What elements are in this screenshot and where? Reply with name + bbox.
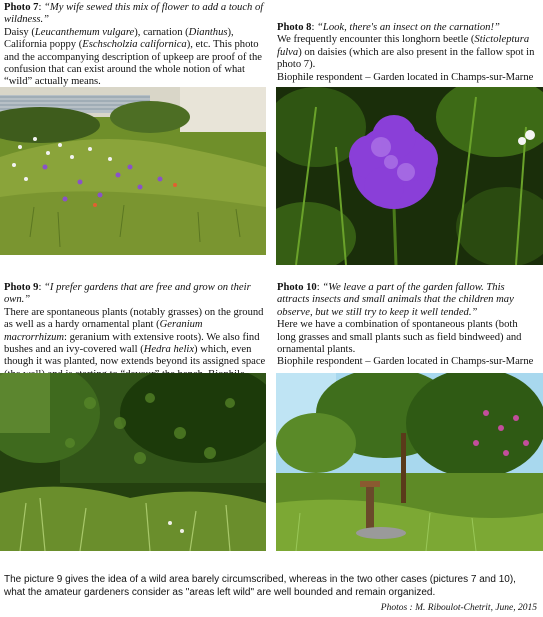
photo10-fallow-garden-image bbox=[276, 373, 543, 551]
photo8-carnation-image bbox=[276, 87, 543, 265]
photo7-description: Daisy (Leucanthemum vulgare), carnation (Dianthus), California poppy (Eschscholzia californica), etc. This photo and the accompanying description of upkeep are proof of the confusion that can exist around the whole notion of what “wild” actually means. bbox=[4, 26, 262, 88]
photo8-caption: Photo 8: “Look, there's an insect on the carnation!” We frequently encounter this longhorn beetle (Stictoleptura fulva) on daisies (which are also present in the fallow spot in photo 7). Biophile respondent – Garden located in Champs-sur-Marne bbox=[277, 22, 535, 83]
photo7-label: Photo 7 bbox=[4, 2, 39, 13]
photo9-ivy-wall-image bbox=[0, 373, 266, 551]
summary-paragraph: The picture 9 gives the idea of a wild area barely circumscribed, whereas in the two other cases (pictures 7 and 10), what the amateur gardeners consider as "areas left wild" are well bounded and remain organized. bbox=[4, 574, 516, 598]
photo8-description: We frequently encounter this longhorn beetle (Stictoleptura fulva) on daisies (which are also present in the fallow spot in photo 7). bbox=[277, 34, 535, 71]
photo9-quote: “I prefer gardens that are free and grow on their own.” bbox=[4, 282, 251, 306]
photo9-label: Photo 9 bbox=[4, 282, 39, 293]
photo7-quote: “My wife sewed this mix of flower to add a touch of wildness.” bbox=[4, 2, 264, 26]
photo10-description: Here we have a combination of spontaneous plants (both long grasses and small plants such as field bindweed) and ornamental plants. bbox=[277, 319, 522, 356]
photo7-garden-image bbox=[0, 87, 266, 255]
photo9-description: There are spontaneous plants (notably grasses) on the ground as well as a hardy ornamental plant (Geranium macrorrhizum: geranium with extensive roots). We also find bushes and an ivy-covered wall (Hedra helix) which, even though it was planted, now extends beyond its assigned space bbox=[4, 306, 266, 368]
photo8-label: Photo 8 bbox=[277, 22, 312, 33]
photo-credit: Photos : M. Riboulot-Chetrit, June, 2015 bbox=[380, 603, 537, 613]
photo8-respondent: Biophile respondent – Garden located in Champs-sur-Marne bbox=[277, 71, 534, 83]
photo10-respondent: Biophile respondent – Garden located in Champs-sur-Marne bbox=[277, 356, 534, 368]
photo10-label: Photo 10 bbox=[277, 282, 317, 293]
photo8-quote: “Look, there's an insect on the carnation!” bbox=[317, 22, 500, 33]
photo10-caption: Photo 10: “We leave a part of the garden fallow. This attracts insects and small animals that the children may observe, but we still try to keep it well tended.” Here we have a combination of spontaneous plants (both long grasses and small plants such as field bindweed) and ornamental plants. Biophile respondent – Garden located in Champs-sur-Marne bbox=[277, 282, 534, 368]
photo10-quote: “We leave a part of the garden fallow. This attracts insects and small animals that the children may observe, but we still try to keep it well tended.” bbox=[277, 282, 514, 318]
photo7-caption: Photo 7: “My wife sewed this mix of flower to add a touch of wildness.” Daisy (Leucanthemum vulgare), carnation (Dianthus), California poppy (Eschscholzia californica), etc. This photo and the accompanying description of upkeep are proof of the confusion that can exist around the whole notion of what “wild” actually means. bbox=[4, 2, 266, 101]
photo9-caption: Photo 9: “I prefer gardens that are free and grow on their own.” There are spontaneous plants (notably grasses) on the ground as well as a hardy ornamental plant (Geranium macrorrhizum: geranium with extensive roots). We also find bushes and an ivy-covered wall (Hedra helix) which, even though it was planted, now extends beyond its assigned space bbox=[4, 282, 268, 394]
